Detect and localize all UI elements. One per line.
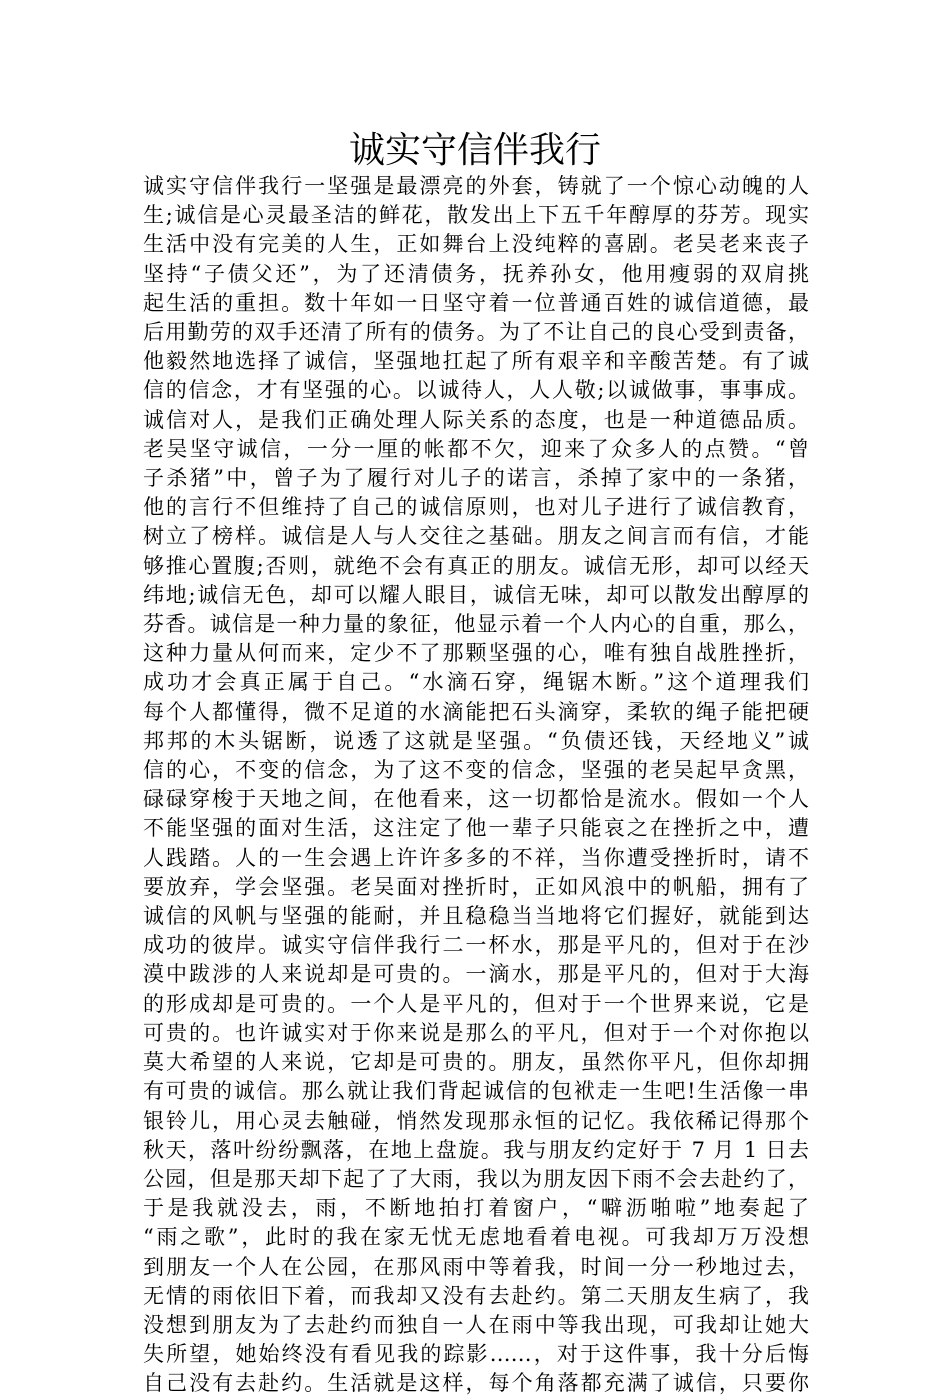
body-line: 邦邦的木头锯断，说透了这就是坚强。“负债还钱，天经地义”诚: [143, 728, 809, 753]
body-line: 纬地;诚信无色，却可以耀人眼目，诚信无味，却可以散发出醇厚的: [143, 582, 809, 607]
body-line: 树立了榜样。诚信是人与人交往之基础。朋友之间言而有信，才能: [143, 524, 809, 549]
body-line: 自己没有去赴约。生活就是这样，每个角落都充满了诚信，只要你: [143, 1371, 809, 1396]
body-line: 生活中没有完美的人生，正如舞台上没纯粹的喜剧。老吴老来丧子: [143, 232, 809, 257]
body-line: 于是我就没去，雨，不断地拍打着窗户，“噼沥啪啦”地奏起了: [143, 1196, 809, 1221]
body-line: 后用勤劳的双手还清了所有的债务。为了不让自己的良心受到责备，: [143, 320, 809, 345]
body-line: 生;诚信是心灵最圣洁的鲜花，散发出上下五千年醇厚的芬芳。现实: [143, 203, 809, 228]
body-line: 失所望，她始终没有看见我的踪影……，对于这件事，我十分后悔: [143, 1342, 809, 1367]
body-line: 碌碌穿梭于天地之间，在他看来，这一切都恰是流水。假如一个人: [143, 787, 809, 812]
body-line: 坚持“子债父还”，为了还清债务，抚养孙女，他用瘦弱的双肩挑: [143, 261, 809, 286]
body-line: 信的心，不变的信念，为了这不变的信念，坚强的老吴起早贪黑，: [143, 758, 809, 783]
body-line: 他的言行不但维持了自己的诚信原则，也对儿子进行了诚信教育，: [143, 495, 809, 520]
body-line: “雨之歌”，此时的我在家无忧无虑地看着电视。可我却万万没想: [143, 1225, 809, 1250]
body-line: 无情的雨依旧下着，而我却又没有去赴约。第二天朋友生病了，我: [143, 1283, 809, 1308]
document-title: 诚实守信伴我行: [348, 130, 601, 171]
body-line: 他毅然地选择了诚信，坚强地扛起了所有艰辛和辛酸苦楚。有了诚: [143, 349, 809, 374]
body-line: 不能坚强的面对生活，这注定了他一辈子只能哀之在挫折之中，遭: [143, 816, 809, 841]
body-line: 漠中跋涉的人来说却是可贵的。一滴水，那是平凡的，但对于大海: [143, 962, 809, 987]
body-line: 人践踏。人的一生会遇上许许多多的不祥，当你遭受挫折时，请不: [143, 845, 809, 870]
body-line: 起生活的重担。数十年如一日坚守着一位普通百姓的诚信道德，最: [143, 290, 809, 315]
body-line: 信的信念，才有坚强的心。以诚待人，人人敬;以诚做事，事事成。: [143, 378, 809, 403]
body-line: 可贵的。也许诚实对于你来说是那么的平凡，但对于一个对你抱以: [143, 1020, 809, 1045]
body-line: 银铃儿，用心灵去触碰，悄然发现那永恒的记忆。我依稀记得那个: [143, 1108, 809, 1133]
body-line: 公园，但是那天却下起了了大雨，我以为朋友因下雨不会去赴约了，: [143, 1166, 809, 1191]
body-line: 成功的彼岸。诚实守信伴我行二一杯水，那是平凡的，但对于在沙: [143, 933, 809, 958]
body-line: 没想到朋友为了去赴约而独自一人在雨中等我出现，可我却让她大: [143, 1312, 809, 1337]
body-line: 老吴坚守诚信，一分一厘的帐都不欠，迎来了众多人的点赞。“曾: [143, 436, 809, 461]
body-line: 有可贵的诚信。那么就让我们背起诚信的包袱走一生吧!生活像一串: [143, 1079, 809, 1104]
body-line: 诚实守信伴我行一坚强是最漂亮的外套，铸就了一个惊心动魄的人: [143, 174, 809, 198]
body-line: 诚信的风帆与坚强的能耐，并且稳稳当当地将它们握好，就能到达: [143, 904, 809, 929]
body-line: 这种力量从何而来，定少不了那颗坚强的心，唯有独自战胜挫折，: [143, 641, 809, 666]
body-line: 到朋友一个人在公园，在那风雨中等着我，时间一分一秒地过去，: [143, 1254, 809, 1279]
body-line: 诚信对人，是我们正确处理人际关系的态度，也是一种道德品质。: [143, 407, 809, 432]
body-line: 子杀猪”中，曾子为了履行对儿子的诺言，杀掉了家中的一条猪，: [143, 466, 809, 491]
body-line: 够推心置腹;否则，就绝不会有真正的朋友。诚信无形，却可以经天: [143, 553, 809, 578]
body-line: 要放弃，学会坚强。老吴面对挫折时，正如风浪中的帆船，拥有了: [143, 874, 809, 899]
body-line: 芬香。诚信是一种力量的象征，他显示着一个人内心的自重，那么，: [143, 612, 809, 637]
body-line: 莫大希望的人来说，它却是可贵的。朋友，虽然你平凡，但你却拥: [143, 1050, 809, 1075]
body-line: 每个人都懂得，微不足道的水滴能把石头滴穿，柔软的绳子能把硬: [143, 699, 809, 724]
body-line: 的形成却是可贵的。一个人是平凡的，但对于一个世界来说，它是: [143, 991, 809, 1016]
body-line: 秋天，落叶纷纷飘落，在地上盘旋。我与朋友约定好于 7 月 1 日去: [143, 1137, 809, 1162]
document-body: [143, 172, 809, 1399]
body-line: 成功才会真正属于自己。“水滴石穿，绳锯木断。”这个道理我们: [143, 670, 809, 695]
